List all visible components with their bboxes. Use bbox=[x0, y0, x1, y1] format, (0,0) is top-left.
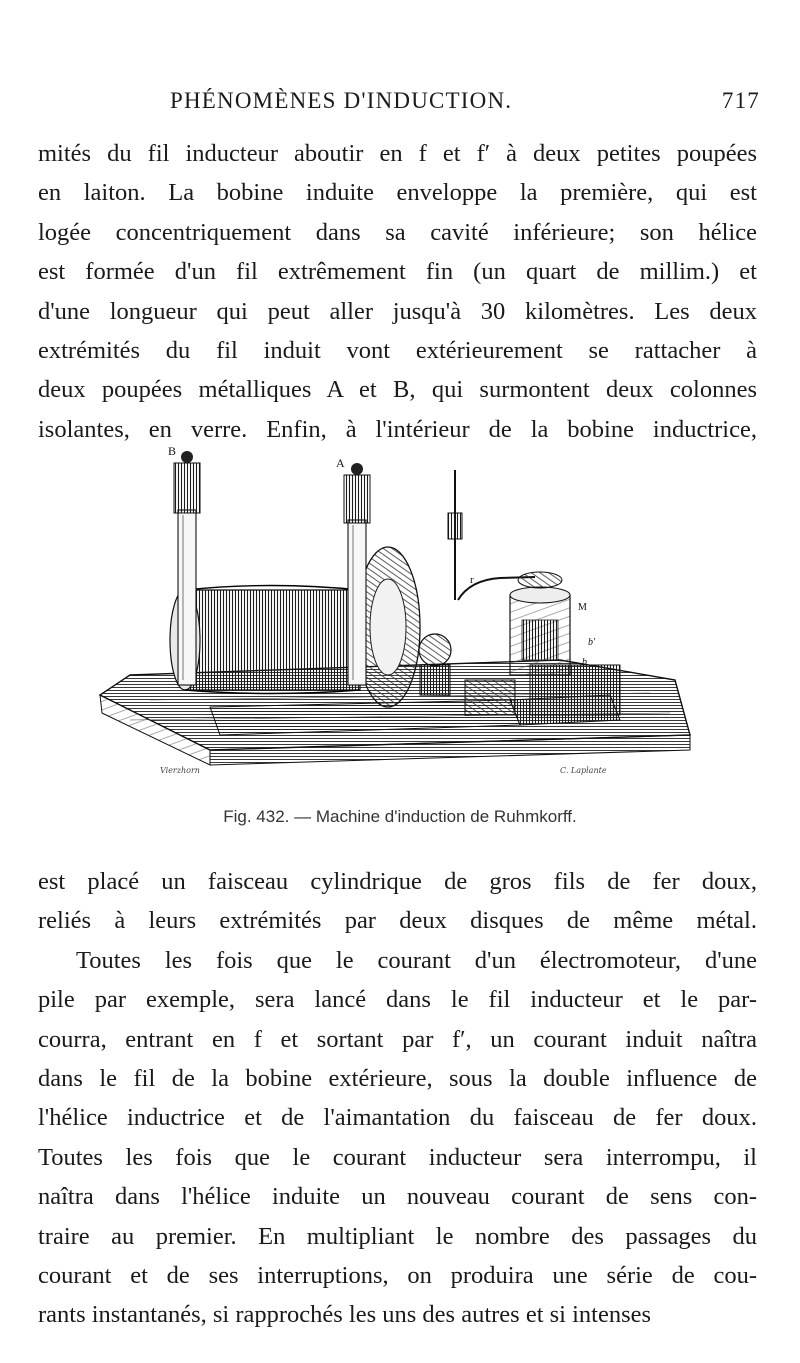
engraver-signature-left: Vierzhorn bbox=[160, 766, 200, 775]
text-line: Toutes les fois que le courant d'un électromoteur, d'une bbox=[76, 946, 757, 974]
text-line: l'hélice inductrice et de l'aimantation du faisceau de fer doux. bbox=[38, 1104, 757, 1132]
text-line: Toutes les fois que le courant inducteur sera interrompu, il bbox=[38, 1143, 757, 1171]
text-line: traire au premier. En multipliant le nombre des passages du bbox=[38, 1222, 757, 1250]
label-r: r bbox=[470, 574, 474, 586]
text-line: est placé un faisceau cylindrique de gros fils de fer doux, bbox=[38, 868, 757, 895]
text-line: deux poupées métalliques A et B, qui surmontent deux colonnes bbox=[38, 376, 757, 404]
text-line: dans le fil de la bobine extérieure, sous la double influence de bbox=[38, 1064, 757, 1092]
text-line: courra, entrant en f et sortant par f′, un courant induit naîtra bbox=[38, 1025, 757, 1053]
text-line: mités du fil inducteur aboutir en f et f′ à deux petites poupées bbox=[38, 140, 757, 167]
text-line: extrémités du fil induit vont extérieurement se rattacher à bbox=[38, 336, 757, 364]
text-line: en laiton. La bobine induite enveloppe la première, qui est bbox=[38, 179, 757, 207]
induction-coil bbox=[170, 586, 360, 694]
figure-caption: Fig. 432. — Machine d'induction de Ruhmkorff. bbox=[223, 807, 577, 826]
text-line: pile par exemple, sera lancé dans le fil inducteur et le par- bbox=[38, 986, 757, 1014]
running-title: PHÉNOMÈNES D'INDUCTION. bbox=[170, 88, 513, 113]
page-number: 717 bbox=[721, 88, 760, 113]
text-line: reliés à leurs extrémités par deux disques de même métal. bbox=[38, 907, 757, 935]
label-b-prime: b′ bbox=[588, 637, 596, 648]
running-head bbox=[60, 88, 760, 122]
label-m: M bbox=[578, 602, 587, 613]
terminal-column-b bbox=[174, 451, 200, 685]
label-b-small: b bbox=[582, 657, 587, 668]
engraver-signature-right: C. Laplante bbox=[560, 766, 607, 775]
text-line: est formée d'un fil extrêmement fin (un quart de millim.) et bbox=[38, 258, 757, 286]
text-line: isolantes, en verre. Enfin, à l'intérieur de la bobine inductrice, bbox=[38, 415, 757, 443]
label-b: B bbox=[168, 444, 177, 458]
ruhmkorff-coil-engraving bbox=[90, 395, 710, 775]
label-a: A bbox=[336, 456, 345, 470]
text-line: naîtra dans l'hélice induite un nouveau courant de sens con- bbox=[38, 1183, 757, 1211]
terminal-column-a bbox=[344, 463, 370, 685]
paragraph-bottom bbox=[38, 862, 757, 1335]
text-line: courant et de ses interruptions, on produira une série de cou- bbox=[38, 1261, 757, 1289]
text-line: rants instantanés, si rapprochés les uns des autres et si intenses bbox=[38, 1301, 652, 1329]
text-line: logée concentriquement dans sa cavité inférieure; son hélice bbox=[38, 218, 757, 246]
mercury-cup bbox=[510, 572, 570, 675]
text-line: d'une longueur qui peut aller jusqu'à 30 kilomètres. Les deux bbox=[38, 297, 757, 325]
